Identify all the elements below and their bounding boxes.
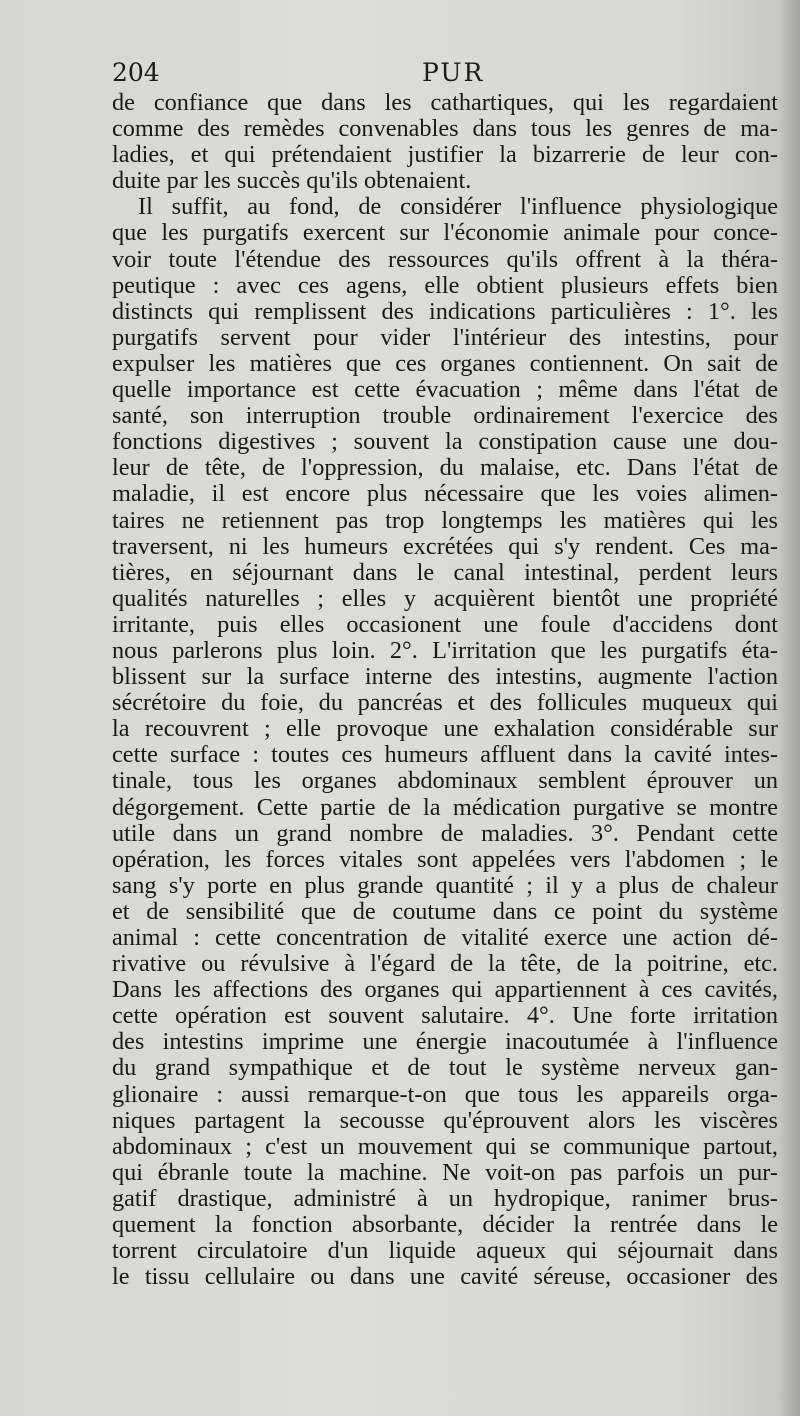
- text-line: tinale, tous les organes abdominaux semblent éprouver un: [112, 768, 778, 795]
- text-line: blissent sur la surface interne des intestins, augmente l'action: [112, 664, 778, 691]
- text-line: distincts qui remplissent des indications particulières : 1°. les: [112, 298, 778, 325]
- text-line: dégorgement. Cette partie de la médication purgative se montre: [112, 794, 778, 821]
- page-header: [112, 58, 762, 92]
- text-line: sang s'y porte en plus grande quantité ; il y a plus de chaleur: [112, 872, 778, 899]
- text-line: le tissu cellulaire ou dans une cavité séreuse, occasioner des: [112, 1264, 778, 1291]
- text-line: tières, en séjournant dans le canal intestinal, perdent leurs: [112, 559, 778, 586]
- text-line: qualités naturelles ; elles y acquièrent bientôt une propriété: [112, 585, 778, 612]
- text-line: glionaire : aussi remarque-t-on que tous les appareils orga-: [112, 1081, 778, 1108]
- page-number: 204: [112, 58, 160, 87]
- text-line: cette surface : toutes ces humeurs affluent dans la cavité intes-: [112, 742, 778, 769]
- text-line: santé, son interruption trouble ordinairement l'exercice des: [112, 403, 778, 430]
- text-line: quelle importance est cette évacuation ; même dans l'état de: [112, 377, 778, 404]
- text-line: traversent, ni les humeurs excrétées qui s'y rendent. Ces ma-: [112, 533, 778, 560]
- text-line: de confiance que dans les cathartiques, qui les regardaient: [112, 90, 778, 116]
- paragraph-first-line: Il suffit, au fond, de considérer l'influence physiologique: [138, 194, 778, 221]
- text-line: et de sensibilité que de coutume dans ce point du système: [112, 898, 778, 925]
- text-line: leur de tête, de l'oppression, du malaise, etc. Dans l'état de: [112, 455, 778, 482]
- text-line: des intestins imprime une énergie inacoutumée à l'influence: [112, 1029, 778, 1056]
- text-line: gatif drastique, administré à un hydropique, ranimer brus-: [112, 1185, 778, 1212]
- text-line: Dans les affections des organes qui appartiennent à ces cavités,: [112, 977, 778, 1004]
- text-line: peutique : avec ces agens, elle obtient plusieurs effets bien: [112, 272, 778, 299]
- text-line: abdominaux ; c'est un mouvement qui se communique partout,: [112, 1133, 778, 1160]
- text-line: purgatifs servent pour vider l'intérieur des intestins, pour: [112, 324, 778, 351]
- text-line: taires ne retiennent pas trop longtemps les matières qui les: [112, 507, 778, 534]
- text-line: maladie, il est encore plus nécessaire que les voies alimen-: [112, 481, 778, 508]
- text-line: duite par les succès qu'ils obtenaient.: [112, 168, 472, 195]
- text-line: la recouvrent ; elle provoque une exhalation considérable sur: [112, 716, 778, 743]
- text-line: utile dans un grand nombre de maladies. 3°. Pendant cette: [112, 820, 778, 847]
- text-line: voir toute l'étendue des ressources qu'ils offrent à la théra-: [112, 246, 778, 273]
- text-line: comme des remèdes convenables dans tous les genres de ma-: [112, 116, 778, 143]
- text-line: niques partagent la secousse qu'éprouvent alors les viscères: [112, 1107, 778, 1134]
- text-line: fonctions digestives ; souvent la constipation cause une dou-: [112, 429, 778, 456]
- text-line: du grand sympathique et de tout le système nerveux gan-: [112, 1055, 778, 1082]
- text-line: expulser les matières que ces organes contiennent. On sait de: [112, 350, 778, 377]
- body-text: [112, 90, 778, 1290]
- text-line: qui ébranle toute la machine. Ne voit-on pas parfois un pur-: [112, 1159, 778, 1186]
- text-line: quement la fonction absorbante, décider la rentrée dans le: [112, 1212, 778, 1239]
- text-line: que les purgatifs exercent sur l'économie animale pour conce-: [112, 220, 778, 247]
- text-line: ladies, et qui prétendaient justifier la bizarrerie de leur con-: [112, 142, 778, 169]
- text-line: sécrétoire du foie, du pancréas et des follicules muqueux qui: [112, 690, 778, 717]
- text-line: nous parlerons plus loin. 2°. L'irritation que les purgatifs éta-: [112, 637, 778, 664]
- text-line: animal : cette concentration de vitalité exerce une action dé-: [112, 925, 778, 951]
- text-line: rivative ou révulsive à l'égard de la tête, de la poitrine, etc.: [112, 951, 778, 978]
- text-line: torrent circulatoire d'un liquide aqueux qui séjournait dans: [112, 1238, 778, 1265]
- text-line: opération, les forces vitales sont appelées vers l'abdomen ; le: [112, 846, 778, 873]
- text-line: cette opération est souvent salutaire. 4°. Une forte irritation: [112, 1003, 778, 1030]
- page-gutter-shadow: [778, 0, 800, 1416]
- running-head: PUR: [422, 58, 485, 87]
- text-line: irritante, puis elles occasionent une foule d'accidens dont: [112, 611, 778, 638]
